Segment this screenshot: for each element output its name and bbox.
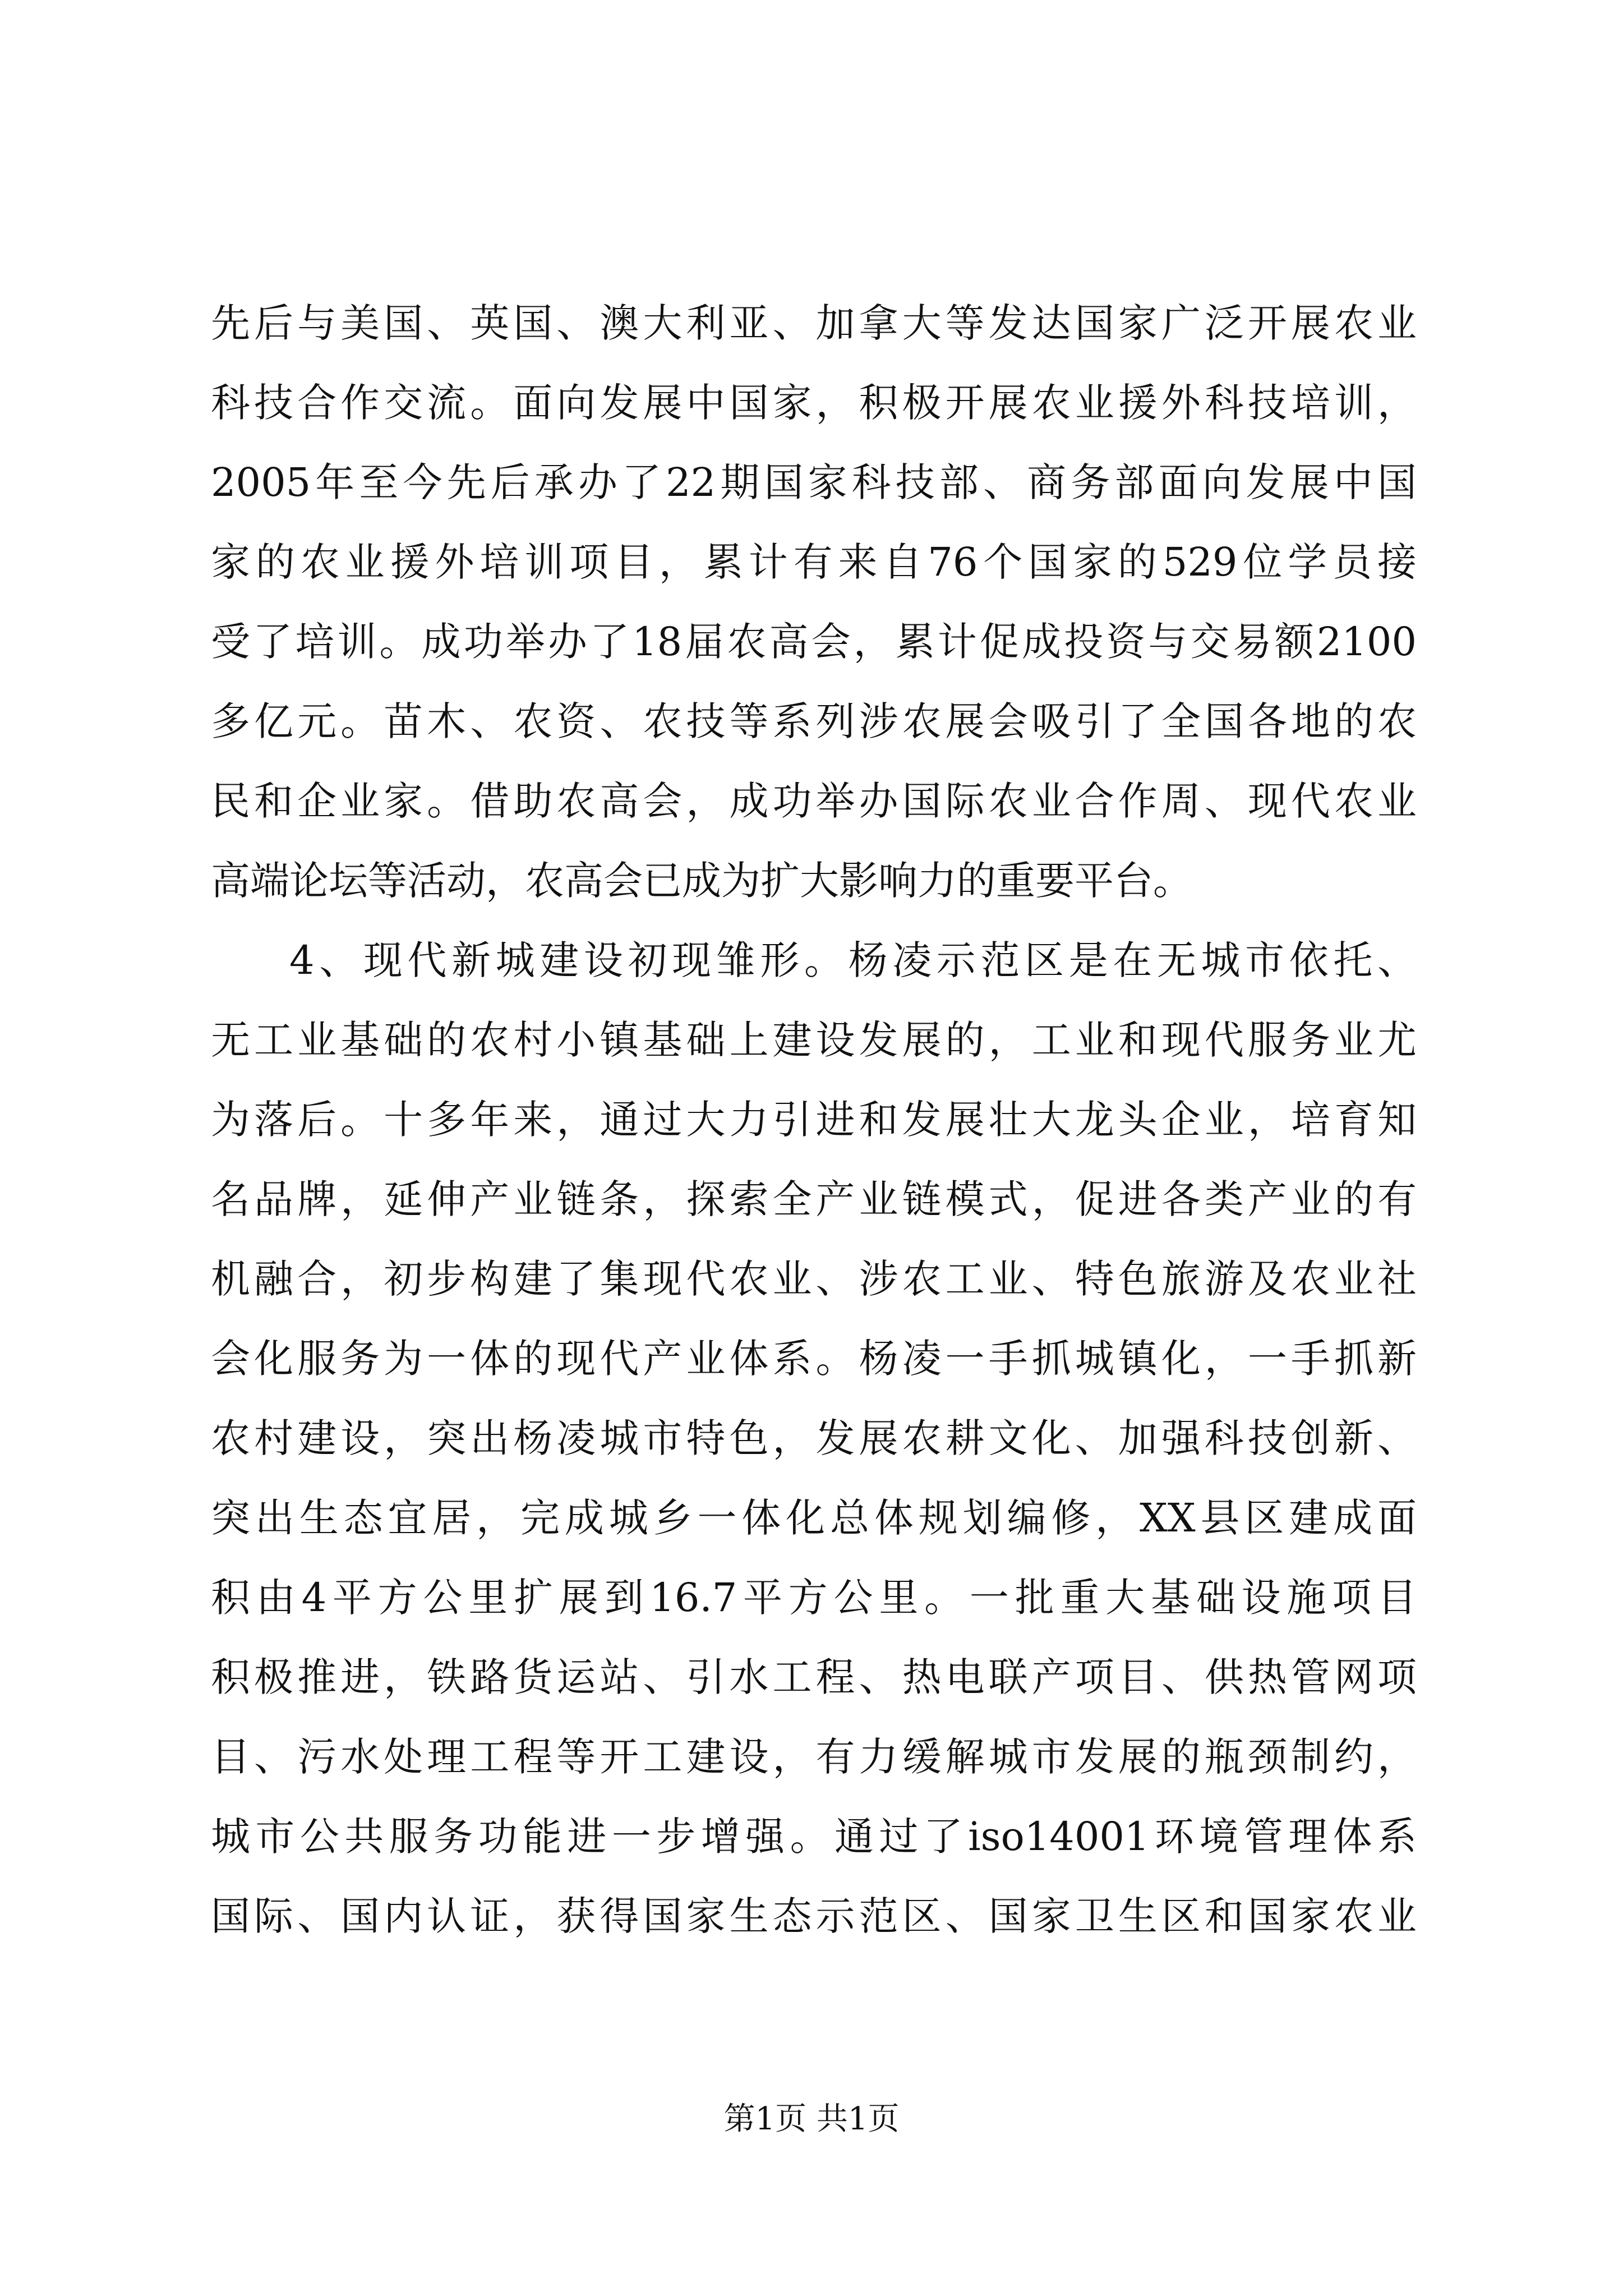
text-line: 国际、国内认证，获得国家生态示范区、国家卫生区和国家农业 (211, 1893, 1417, 1939)
text-line: 会化服务为一体的现代产业体系。杨凌一手抓城镇化，一手抓新 (211, 1336, 1417, 1382)
text-line: 多亿元。苗木、农资、农技等系列涉农展会吸引了全国各地的农 (211, 698, 1417, 744)
text-line: 名品牌，延伸产业链条，探索全产业链模式，促进各类产业的有 (211, 1176, 1417, 1222)
text-line: 城市公共服务功能进一步增强。通过了iso14001环境管理体系 (211, 1814, 1417, 1860)
body-text (211, 283, 1417, 1956)
text-line: 为落后。十多年来，通过大力引进和发展壮大龙头企业，培育知 (211, 1097, 1417, 1143)
page-footer (0, 2097, 1623, 2142)
text-line: 机融合，初步构建了集现代农业、涉农工业、特色旅游及农业社 (211, 1256, 1417, 1302)
text-line: 目、污水处理工程等开工建设，有力缓解城市发展的瓶颈制约， (211, 1734, 1417, 1780)
text-line: 科技合作交流。面向发展中国家，积极开展农业援外科技培训， (211, 380, 1417, 426)
text-line: 高端论坛等活动，农高会已成为扩大影响力的重要平台。 (211, 858, 1192, 904)
text-line: 积极推进，铁路货运站、引水工程、热电联产项目、供热管网项 (211, 1654, 1417, 1700)
text-line: 突出生态宜居，完成城乡一体化总体规划编修，XX县区建成面 (211, 1495, 1417, 1541)
text-line: 民和企业家。借助农高会，成功举办国际农业合作周、现代农业 (211, 778, 1417, 824)
text-line: 无工业基础的农村小镇基础上建设发展的，工业和现代服务业尤 (211, 1017, 1417, 1063)
text-line: 受了培训。成功举办了18届农高会，累计促成投资与交易额2100 (211, 619, 1417, 665)
text-line: 积由4平方公里扩展到16.7平方公里。一批重大基础设施项目 (211, 1575, 1417, 1621)
page-number-label: 第1页 共1页 (723, 2101, 900, 2137)
paragraph-first-line: 4、现代新城建设初现雏形。杨凌示范区是在无城市依托、 (289, 937, 1417, 983)
text-line: 农村建设，突出杨凌城市特色，发展农耕文化、加强科技创新、 (211, 1415, 1417, 1461)
text-line: 先后与美国、英国、澳大利亚、加拿大等发达国家广泛开展农业 (211, 300, 1417, 346)
text-line: 2005年至今先后承办了22期国家科技部、商务部面向发展中国 (211, 459, 1417, 505)
text-line: 家的农业援外培训项目，累计有来自76个国家的529位学员接 (211, 539, 1417, 585)
